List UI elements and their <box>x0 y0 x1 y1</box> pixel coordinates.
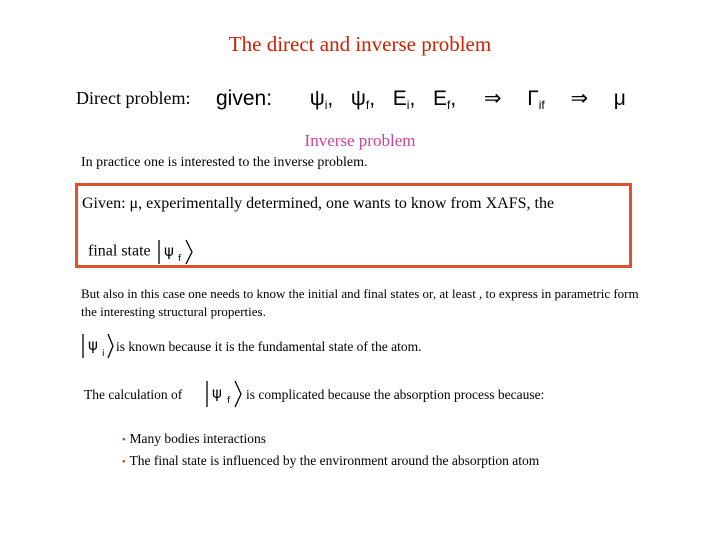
calculation-suffix: is complicated because the absorption process because: <box>246 387 545 402</box>
direct-problem-formula: given: $\psi_i$, $\psi_f$, $E_i$, $E_f$, ⇒ $\Gamma_{if}$ ⇒ μ <box>216 87 626 112</box>
given-text: Given: μ, experimentally determined, one wants to know from XAFS, the <box>82 195 555 212</box>
psi-f-symbol: $\psi_f$ <box>350 87 370 112</box>
implies-arrow: ⇒ <box>483 87 502 110</box>
psi-i-symbol: $\psi_i$ <box>309 87 328 112</box>
explanation-paragraph: But also in this case one needs to know the initial and final states or, at least , to express in parametric form the interesting structural properties. <box>81 286 639 319</box>
known-state-text: is known because it is the fundamental state of the atom. <box>116 339 422 354</box>
ket-psi-f-icon <box>155 237 197 267</box>
bullet-list <box>122 429 539 473</box>
svg-text:i: i <box>102 349 105 359</box>
list-item: • The final state is influenced by the environment around the absorption atom <box>122 453 540 468</box>
final-state-label: final state <box>88 242 151 260</box>
svg-text:ψ: ψ <box>163 242 174 260</box>
list-item: • Many bodies interactions <box>122 431 266 446</box>
direct-problem-label: Direct problem: <box>76 88 191 108</box>
mu-symbol: μ <box>613 87 626 110</box>
inverse-problem-title: Inverse problem <box>304 131 416 150</box>
implies-arrow: ⇒ <box>570 87 589 110</box>
ket-psi-f-icon <box>203 378 245 410</box>
ket-psi-i-icon <box>79 331 115 361</box>
energy-f-symbol: $E_f$ <box>433 87 451 112</box>
gamma-if-symbol: $\Gamma_{if}$ <box>527 87 545 112</box>
final-state-line <box>88 237 197 267</box>
page-title: The direct and inverse problem <box>228 32 492 56</box>
bullet-icon: • <box>122 435 126 446</box>
bullet-icon: • <box>122 457 126 468</box>
svg-text:f: f <box>227 396 231 406</box>
calculation-prefix: The calculation of <box>84 387 183 402</box>
svg-text:ψ: ψ <box>88 336 98 354</box>
energy-i-symbol: $E_i$ <box>392 87 410 112</box>
svg-text:ψ: ψ <box>212 384 222 402</box>
intro-text: In practice one is interested to the inverse problem. <box>81 155 368 170</box>
svg-text:f: f <box>177 254 181 264</box>
given-word: given: <box>216 87 273 110</box>
